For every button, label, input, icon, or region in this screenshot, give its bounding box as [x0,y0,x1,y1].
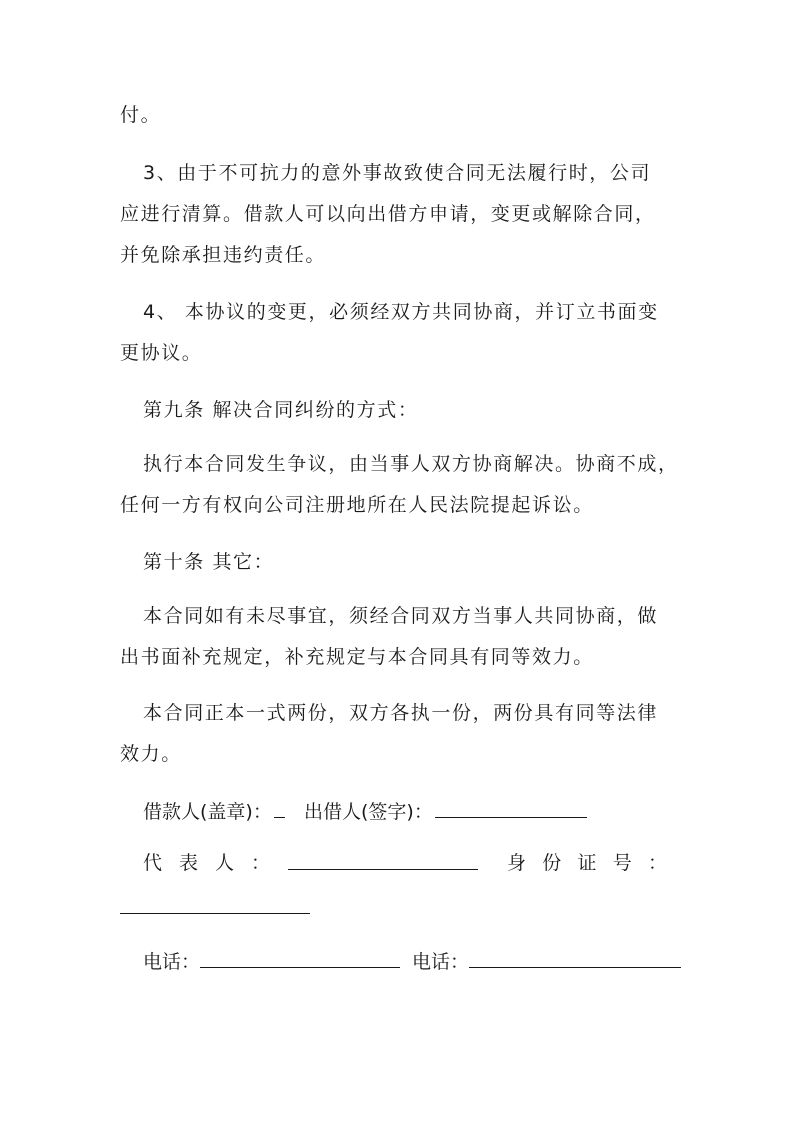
borrower-seal-field [143,799,285,824]
lender-label: 出借人(签字)： [304,801,433,823]
article-9-line-2: 任何一方有权向公司注册地所在人民法院提起诉讼。 [120,494,594,516]
copies-line-1: 本合同正本一式两份，双方各执一份，两份具有同等法律 [143,702,659,724]
article-9-heading: 第九条 解决合同纠纷的方式： [143,399,419,421]
id-number-label-char: 号 [612,852,632,874]
clause-4-line-1: 4、 本协议的变更，必须经双方共同协商，并订立书面变 [143,301,659,323]
borrower-label: 借款人(盖章)： [143,801,272,823]
representative-label [143,851,270,875]
representative-label-char: 表 [178,852,198,874]
phone-field-right [412,949,681,974]
id-number-label-char: 份 [542,852,562,874]
id-number-label-char: ： [647,852,667,874]
article-10-line-1: 本合同如有未尽事宜，须经合同双方当事人共同协商，做 [143,605,659,627]
id-number-field [120,895,310,920]
lender-blank[interactable] [435,799,587,818]
clause-3-line-1: 3、由于不可抗力的意外事故致使合同无法履行时，公司 [143,162,652,184]
paragraph-line: 付。 [120,104,162,126]
article-10-heading: 第十条 其它： [143,551,275,573]
article-9-line-1: 执行本合同发生争议，由当事人双方协商解决。协商不成， [143,453,679,475]
id-number-label-char: 身 [507,852,527,874]
representative-blank[interactable] [288,851,478,870]
phone-label: 电话： [412,951,470,973]
lender-signature-field [304,799,587,824]
representative-field [288,851,478,876]
representative-label-char: 代 [143,852,163,874]
phone-label: 电话： [143,951,201,973]
copies-line-2: 效力。 [120,743,182,765]
id-number-label [507,851,667,875]
id-number-blank[interactable] [120,895,310,914]
phone-blank-left[interactable] [200,949,400,968]
phone-blank-right[interactable] [469,949,681,968]
borrower-blank[interactable] [274,799,285,818]
representative-label-char: 人 [214,852,234,874]
clause-3-line-2: 应进行清算。借款人可以向出借方申请，变更或解除合同， [120,203,656,225]
clause-4-line-2: 更协议。 [120,342,203,364]
representative-label-char: ： [250,852,270,874]
id-number-label-char: 证 [577,852,597,874]
article-10-line-2: 出书面补充规定，补充规定与本合同具有同等效力。 [120,646,594,668]
phone-field-left [143,949,400,974]
clause-3-line-3: 并免除承担违约责任。 [120,244,327,266]
